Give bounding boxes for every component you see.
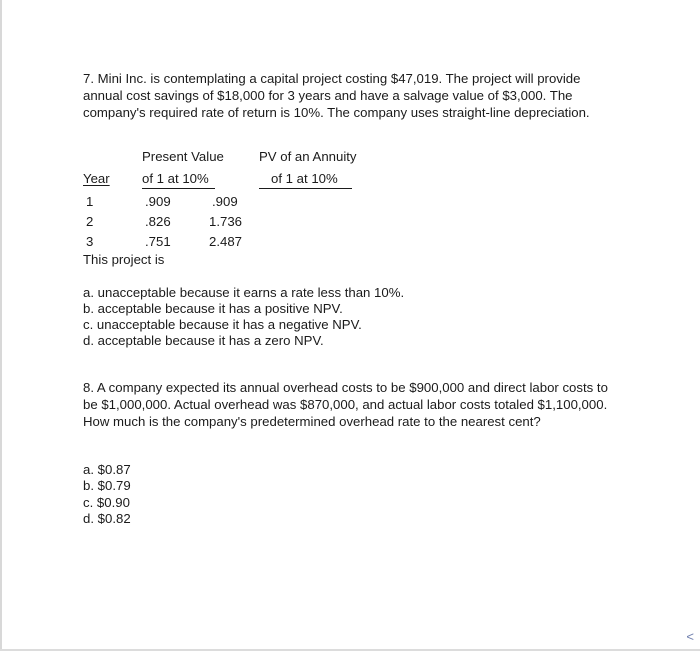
q7-option-a[interactable]: a. unacceptable because it earns a rate less than 10%. <box>83 285 405 300</box>
table-cell-year-3: 3 <box>86 234 94 249</box>
q8-option-d[interactable]: d. $0.82 <box>83 511 131 526</box>
table-cell-annuity-3: 2.487 <box>209 234 243 249</box>
q8-option-a[interactable]: a. $0.87 <box>83 462 131 477</box>
page-left-border <box>0 0 2 651</box>
q8-option-b[interactable]: b. $0.79 <box>83 478 131 493</box>
table-cell-pv-2: .826 <box>145 214 171 229</box>
table-cell-pv-1: .909 <box>145 194 171 209</box>
table-cell-pv-3: .751 <box>145 234 171 249</box>
table-cell-annuity-1: .909 <box>212 194 238 209</box>
pv-rate-label: of 1 at 10% <box>142 170 215 189</box>
chevron-left-icon[interactable]: < <box>686 629 694 644</box>
q8-option-c[interactable]: c. $0.90 <box>83 495 130 510</box>
table-header-pv-rate <box>142 170 215 189</box>
table-header-annuity-rate <box>259 170 352 189</box>
table-header-year: Year <box>83 171 110 186</box>
table-cell-annuity-2: 1.736 <box>209 214 243 229</box>
table-header-present-value: Present Value <box>142 149 224 164</box>
table-header-pv-annuity: PV of an Annuity <box>259 149 357 164</box>
table-cell-year-2: 2 <box>86 214 94 229</box>
q7-option-d[interactable]: d. acceptable because it has a zero NPV. <box>83 333 324 348</box>
q7-option-c[interactable]: c. unacceptable because it has a negative NPV. <box>83 317 362 332</box>
q7-option-b[interactable]: b. acceptable because it has a positive NPV. <box>83 301 343 316</box>
annuity-rate-label: of 1 at 10% <box>259 170 352 189</box>
question-7-text: 7. Mini Inc. is contemplating a capital project costing $47,019. The project will provide annual cost savings of $18,000 for 3 years and have a salvage value of $3,000. The company's required rate of return is 10%. The company uses straight-line depreciation. <box>83 71 590 120</box>
table-cell-year-1: 1 <box>86 194 94 209</box>
question-8-text: 8. A company expected its annual overhead costs to be $900,000 and direct labor costs to be $1,000,000. Actual overhead was $870,000, and actual labor costs totaled $1,100,000. How much is the company's predetermined overhead rate to the nearest cent? <box>83 380 608 429</box>
question-7-prompt: This project is <box>83 252 165 267</box>
